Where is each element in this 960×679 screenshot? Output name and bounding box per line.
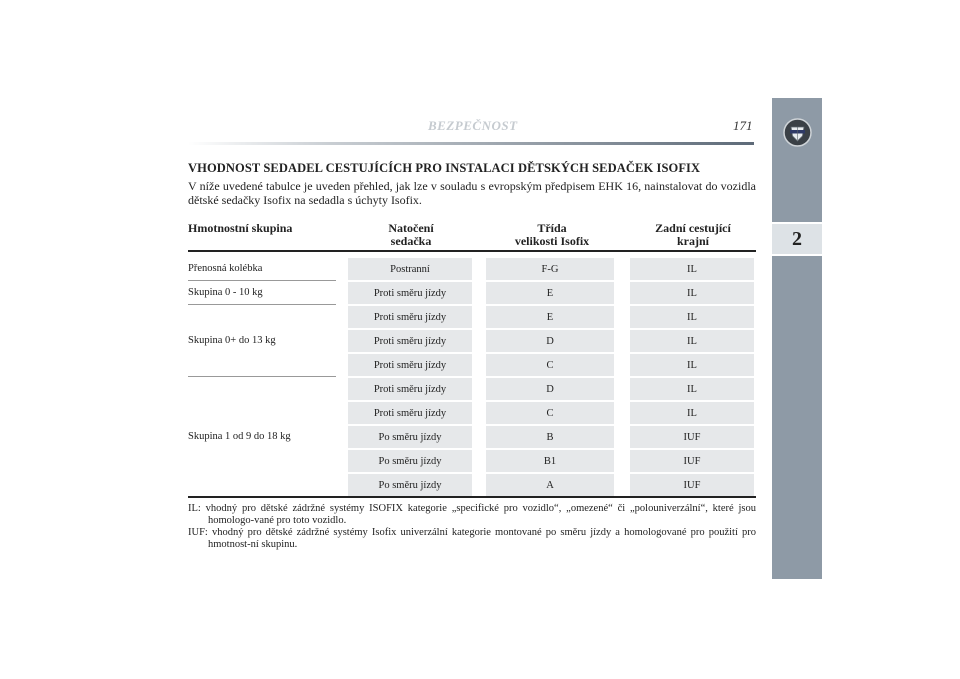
group-divider [188,304,336,305]
group-label: Skupina 0 - 10 kg [188,287,263,298]
table-cell-size-class: B1 [486,450,614,472]
group-divider [188,376,336,377]
table-cell-rear-outer: IL [630,258,754,280]
header-line-text: Zadní cestující [655,221,731,235]
table-cell-orientation: Proti směru jízdy [348,282,472,304]
table-cell-rear-outer: IUF [630,450,754,472]
header-line-text: sedačka [390,234,432,248]
header-line-text: Hmotnostní skupina [188,221,293,235]
lancia-shield-logo-icon [783,118,812,147]
table-cell-orientation: Po směru jízdy [348,450,472,472]
header-line [188,142,754,145]
table-cell-orientation: Postranní [348,258,472,280]
footnote-il: IL: vhodný pro dětské zádržné systémy ISOFIX kategorie „specifické pro vozidlo“, „omezené“ či „polouniverzální“, které jsou homologo-vané pro toto vozidlo. [188,503,756,526]
column-header-orientation [346,222,476,248]
column-header-rear-outer [628,222,758,248]
table-cell-size-class: C [486,402,614,424]
table-cell-orientation: Proti směru jízdy [348,354,472,376]
table-cell-size-class: B [486,426,614,448]
group-label: Přenosná kolébka [188,263,263,274]
group-label: Skupina 1 od 9 do 18 kg [188,431,291,442]
table-bottom-rule [188,496,756,498]
column-header-size-class [484,222,620,248]
table-cell-orientation: Proti směru jízdy [348,306,472,328]
table-cell-rear-outer: IL [630,378,754,400]
column-header-weight-group [188,222,292,235]
table-cell-orientation: Proti směru jízdy [348,330,472,352]
table-cell-size-class: D [486,330,614,352]
header-line-text: velikosti Isofix [514,234,590,248]
group-label: Skupina 0+ do 13 kg [188,335,276,346]
intro-paragraph: V níže uvedené tabulce je uveden přehled, jak lze v souladu s evropským předpisem EHK 16, nainstalovat do vozidla dětské sedačky Isofix na sedadla s úchyty Isofix. [188,179,756,207]
group-divider [188,280,336,281]
header-line-text: krajní [676,234,709,248]
side-tab [772,98,822,579]
table-cell-rear-outer: IL [630,282,754,304]
footnotes [188,503,756,551]
table-cell-size-class: E [486,306,614,328]
table-cell-size-class: A [486,474,614,496]
table-cell-size-class: E [486,282,614,304]
table-cell-size-class: C [486,354,614,376]
table-cell-rear-outer: IL [630,354,754,376]
table-cell-rear-outer: IUF [630,474,754,496]
table-header-rule [188,250,756,252]
section-title: BEZPEČNOST [428,118,518,133]
table-cell-rear-outer: IL [630,306,754,328]
table-cell-rear-outer: IL [630,330,754,352]
header-line-text: Natočení [388,221,434,235]
chapter-number[interactable]: 2 [772,222,822,256]
footnote-iuf: IUF: vhodný pro dětské zádržné systémy Isofix univerzální kategorie montované po směru jízdy a homologované pro použití pro hmotnost-ní skupinu. [188,527,756,550]
table-cell-size-class: F-G [486,258,614,280]
page-number: 171 [733,118,753,133]
table-cell-rear-outer: IUF [630,426,754,448]
table-cell-orientation: Po směru jízdy [348,426,472,448]
document-title: VHODNOST SEDADEL CESTUJÍCÍCH PRO INSTALACI DĚTSKÝCH SEDAČEK ISOFIX [188,161,701,175]
table-cell-orientation: Proti směru jízdy [348,402,472,424]
table-cell-orientation: Proti směru jízdy [348,378,472,400]
table-cell-size-class: D [486,378,614,400]
table-cell-orientation: Po směru jízdy [348,474,472,496]
header-line-text: Třída [537,221,567,235]
table-cell-rear-outer: IL [630,402,754,424]
